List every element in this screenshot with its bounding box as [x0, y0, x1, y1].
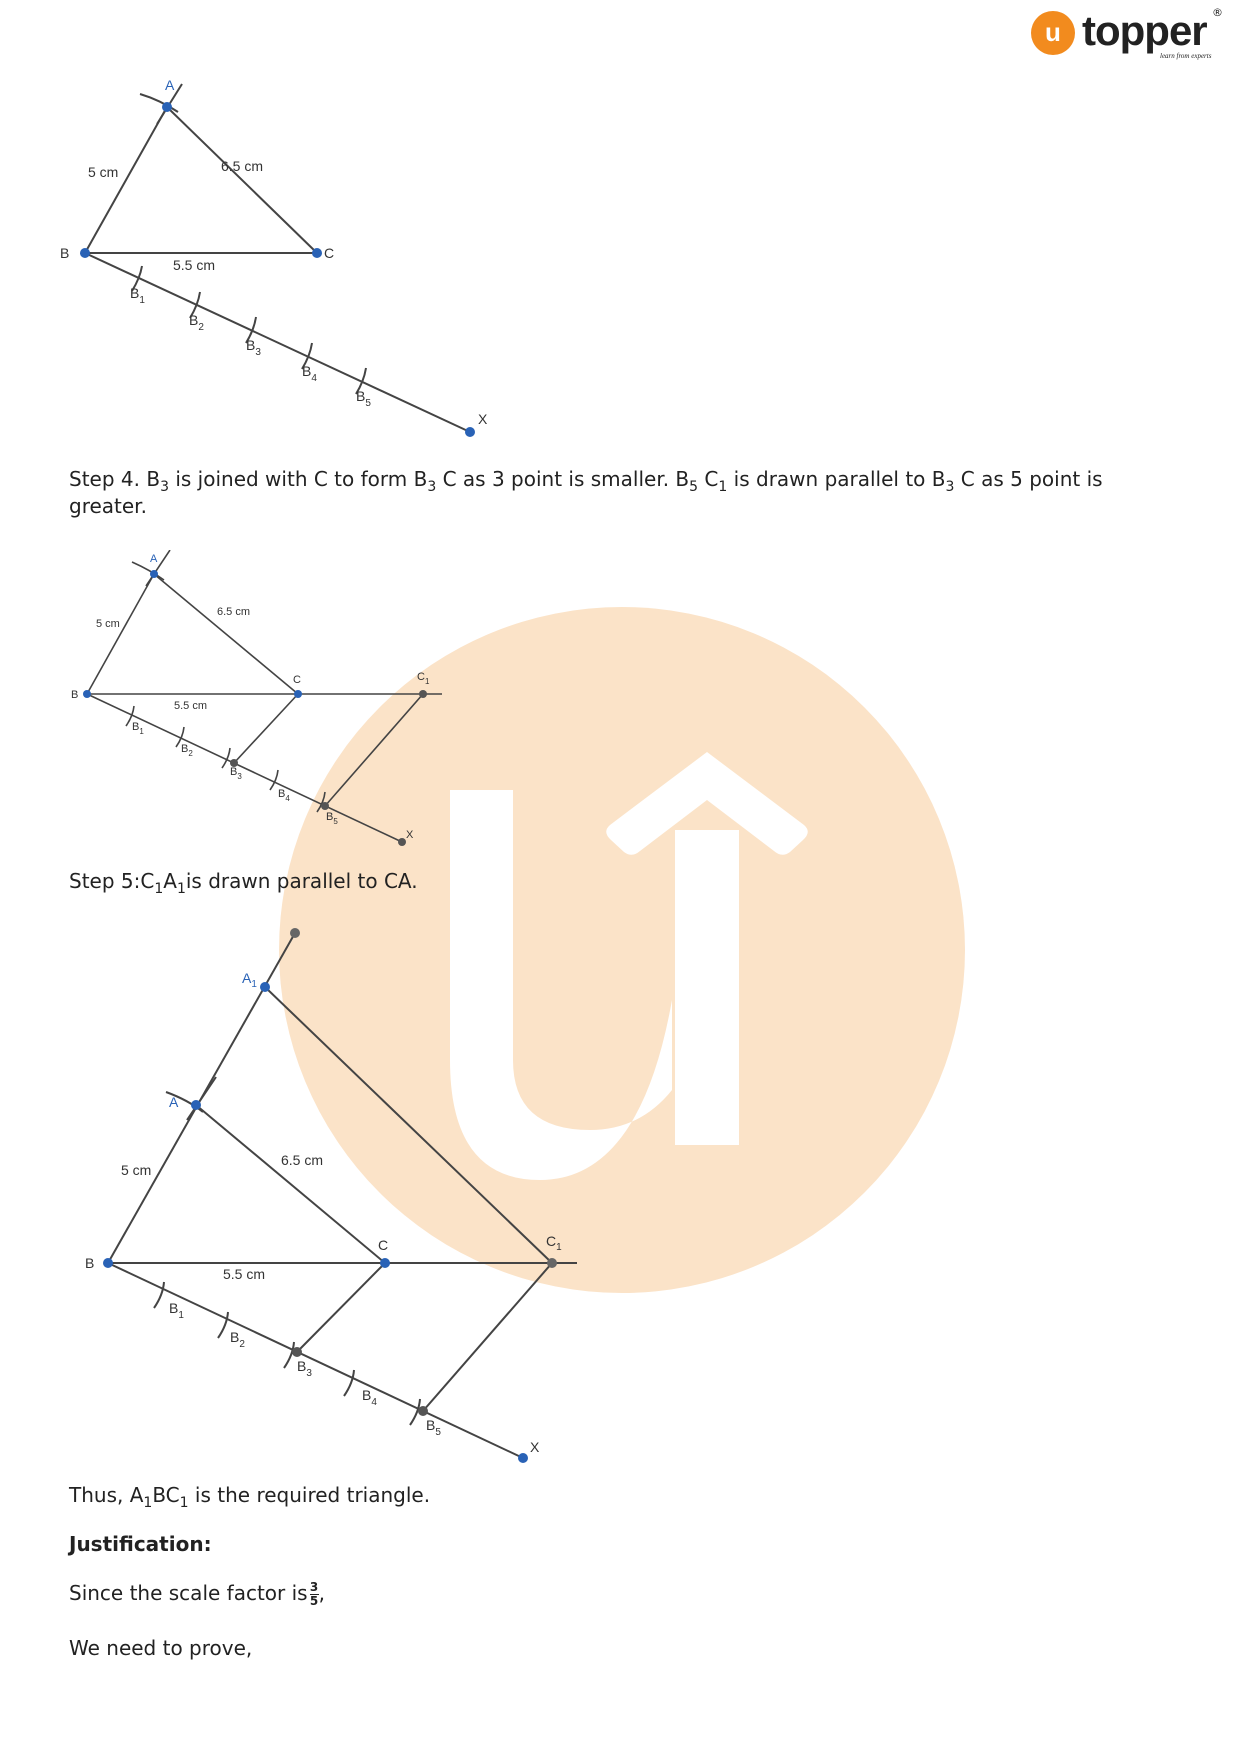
figure-step3 — [60, 70, 520, 450]
side-ab — [87, 574, 154, 694]
label-x: X — [478, 411, 488, 427]
side-a1c1 — [265, 987, 552, 1263]
conclusion-text: Thus, $A_1BC_1$ is the required triangle. — [69, 1483, 431, 1511]
step5-text: Step $5:C_1A_1is$ drawn parallel to CA. — [69, 869, 418, 897]
step4-text: Step 4. $B_3$ is joined with C to form $B_3$ C as 3 point is smaller. $B_5$ $C_1$ is drawn parallel to $B_3$ C as 5 point is greater. — [69, 467, 1103, 518]
label-a: A — [150, 553, 158, 565]
label-b4: $B_4$ — [362, 1387, 377, 1408]
point-x — [398, 838, 406, 846]
label-b4: $B_4$ — [278, 788, 290, 803]
label-ac: 6.5 cm — [217, 606, 251, 618]
u-badge-icon — [1030, 10, 1076, 56]
scale-factor-text: Since the scale factor is $\frac{3}{5}$, — [69, 1580, 325, 1608]
label-a: A — [165, 77, 175, 93]
label-c: C — [324, 245, 335, 261]
figure-step4 — [60, 550, 460, 850]
label-b: B — [71, 689, 79, 701]
line-b5c1 — [423, 1263, 552, 1411]
point-a — [150, 570, 158, 578]
line-b5c1 — [325, 694, 423, 806]
label-b3: $B_3$ — [230, 766, 242, 781]
label-ac: 6.5 cm — [281, 1152, 324, 1168]
label-ab: 5 cm — [121, 1162, 152, 1178]
label-b2: $B_2$ — [181, 743, 193, 758]
label-a1: $A_1$ — [242, 970, 257, 990]
label-a: A — [169, 1094, 179, 1110]
figure-step5 — [60, 920, 600, 1470]
label-x: X — [530, 1439, 540, 1455]
label-c: C — [378, 1237, 389, 1253]
logo-registered-mark: ® — [1212, 6, 1223, 19]
join-b3c — [234, 694, 298, 763]
point-b3 — [292, 1347, 302, 1357]
side-ac — [154, 574, 298, 694]
label-bc: 5.5 cm — [174, 700, 208, 712]
point-b — [80, 248, 90, 258]
point-b — [103, 1258, 113, 1268]
point-c — [312, 248, 322, 258]
label-c1: $C_1$ — [546, 1233, 562, 1253]
label-b1: $B_1$ — [169, 1300, 184, 1321]
label-c: C — [293, 674, 301, 686]
watermark-arrow-shaft — [675, 830, 739, 1145]
point-b5 — [321, 802, 329, 810]
point-top — [290, 928, 300, 938]
point-a — [162, 102, 172, 112]
label-b5: $B_5$ — [426, 1417, 441, 1438]
point-c1 — [419, 690, 427, 698]
ray-bx — [85, 253, 470, 432]
label-bc: 5.5 cm — [173, 257, 216, 273]
logo-u-letter: u — [1045, 17, 1061, 47]
label-b3: $B_3$ — [297, 1358, 312, 1379]
point-b — [83, 690, 91, 698]
label-b1: $B_1$ — [130, 285, 145, 306]
side-ac — [196, 1105, 385, 1263]
side-ac — [167, 107, 317, 253]
label-b3: $B_3$ — [246, 337, 261, 358]
point-x — [518, 1453, 528, 1463]
label-c1: $C_1$ — [417, 671, 430, 686]
label-b: B — [85, 1255, 95, 1271]
logo-tagline: learn from experts — [1160, 52, 1212, 60]
prove-text: We need to prove, — [69, 1636, 253, 1660]
label-b5: $B_5$ — [356, 388, 371, 409]
label-b2: $B_2$ — [189, 312, 204, 333]
scale-fraction: $\frac{3}{5}$ — [309, 1580, 319, 1608]
label-b5: $B_5$ — [326, 811, 338, 826]
side-ab — [85, 107, 167, 253]
label-x: X — [406, 829, 414, 841]
label-b: B — [60, 245, 70, 261]
label-b2: $B_2$ — [230, 1329, 245, 1350]
label-ac: 6.5 cm — [221, 158, 264, 174]
label-ab: 5 cm — [96, 618, 120, 630]
justification-heading: Justification: — [69, 1532, 212, 1556]
point-a — [191, 1100, 201, 1110]
arc-at-a-1 — [140, 94, 178, 112]
join-b3c — [297, 1263, 385, 1352]
point-c — [294, 690, 302, 698]
label-ab: 5 cm — [88, 164, 119, 180]
ray-bx — [108, 1263, 523, 1458]
label-bc: 5.5 cm — [223, 1266, 266, 1282]
topper-logo[interactable] — [1030, 6, 1230, 66]
point-c — [380, 1258, 390, 1268]
point-a1 — [260, 982, 270, 992]
point-b5 — [418, 1406, 428, 1416]
point-c1 — [547, 1258, 557, 1268]
label-b4: $B_4$ — [302, 363, 317, 384]
label-b1: $B_1$ — [132, 721, 144, 736]
point-x — [465, 427, 475, 437]
logo-brand-text: topper — [1082, 7, 1207, 54]
ray-bx — [87, 694, 402, 842]
